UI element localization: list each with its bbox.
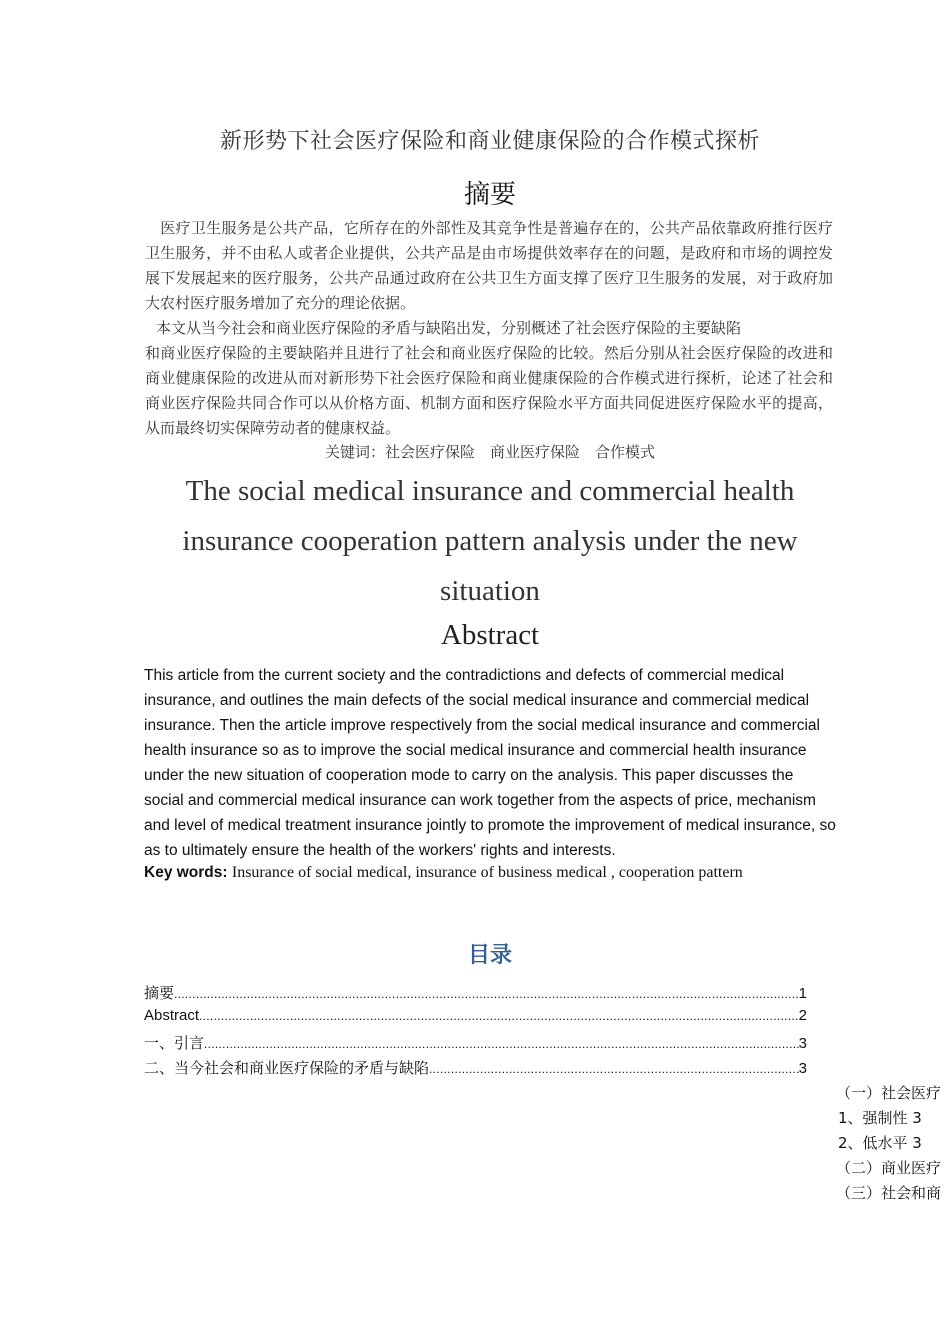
abstract-cn-paragraph-2-first-line: 本文从当今社会和商业医疗保险的矛盾与缺陷出发，分别概述了社会医疗保险的主要缺陷 [156,319,742,337]
toc-overflow-item[interactable]: 1、强制性 3 [838,1109,922,1127]
abstract-cn-paragraph-2-rest: 和商业医疗保险的主要缺陷并且进行了社会和商业医疗保险的比较。然后分别从社会医疗保险的改进和商业健康保险的改进从而对新形势下社会医疗保险和商业健康保险的合作模式进行探析，论述了社会和商业医疗保险共同合作可以从价格方面、机制方面和医疗保险水平方面共同促进医疗保险水平的提高，从而最终切实保障劳动者的健康权益。 [145,344,833,437]
toc-row-label: 摘要 [144,984,175,1002]
abstract-cn-paragraph-1-text: 医疗卫生服务是公共产品，它所存在的外部性及其竞争性是普遍存在的，公共产品依靠政府推行医疗卫生服务，并不由私人或者企业提供，公共产品是由市场提供效率存在的问题，是政府和市场的调控发展下发展起来的医疗服务，公共产品通过政府在公共卫生方面支撑了医疗卫生服务的发展，对于政府加大农村医疗服务增加了充分的理论依据。 [145,219,833,312]
toc-overflow-item[interactable]: （一）社会医疗 [836,1084,942,1102]
abstract-en-heading: Abstract [440,619,540,651]
toc-leader-dots [204,1037,799,1051]
toc-leader-dots [174,987,799,1001]
toc-row-label: Abstract [144,1007,200,1024]
abstract-cn-paragraph-1 [145,216,833,316]
toc-leader-dots [199,1009,799,1023]
toc-row[interactable] [144,1057,807,1082]
abstract-cn-paragraph-2 [145,316,833,441]
abstract-cn-heading: 摘要 [463,180,516,210]
toc-leader-dots [429,1062,799,1076]
toc-row-page: 3 [798,1035,807,1052]
abstract-en-paragraph: This article from the current society and the contradictions and defects of commercial medical insurance, and outlines the main defects of the social medical insurance and commercial medical insurance. Then the article improve respectively from the social medical insurance and commercial health insurance so as to improve the social medical insurance and commercial health insurance under the new situation of cooperation mode to carry on the analysis. This paper discusses the social and commercial medical insurance can work together from the aspects of price, mechanism and level of medical treatment insurance jointly to promote the improvement of medical insurance, so as to ultimately ensure the health of the workers' rights and interests. [144,667,836,859]
document-title-cn: 新形势下社会医疗保险和商业健康保险的合作模式探析 [219,129,760,154]
toc-row[interactable] [144,1007,807,1032]
toc-row-page: 1 [798,985,807,1002]
toc-overflow-item[interactable]: （二）商业医疗 [836,1159,942,1177]
toc-overflow-item[interactable]: （三）社会和商 [836,1184,942,1202]
toc-row[interactable] [144,982,807,1007]
keywords-en [144,864,836,882]
document-title-en: The social medical insurance and commercial health insurance cooperation pattern analysis under the new situation [182,475,798,607]
toc-row-page: 3 [798,1060,807,1077]
toc-row-page: 2 [798,1007,807,1024]
toc-row[interactable] [144,1032,807,1057]
toc-row-label: 二、当今社会和商业医疗保险的矛盾与缺陷 [144,1059,430,1077]
keywords-en-label: Key words: [144,864,228,881]
toc-heading: 目录 [467,943,512,968]
toc-row-label: 一、引言 [144,1034,205,1052]
keywords-en-value: Insurance of social medical, insurance of business medical , cooperation pattern [231,864,743,881]
keywords-cn: 关键词：社会医疗保险 商业医疗保险 合作模式 [324,443,655,461]
toc-overflow-item[interactable]: 2、低水平 3 [838,1134,922,1152]
